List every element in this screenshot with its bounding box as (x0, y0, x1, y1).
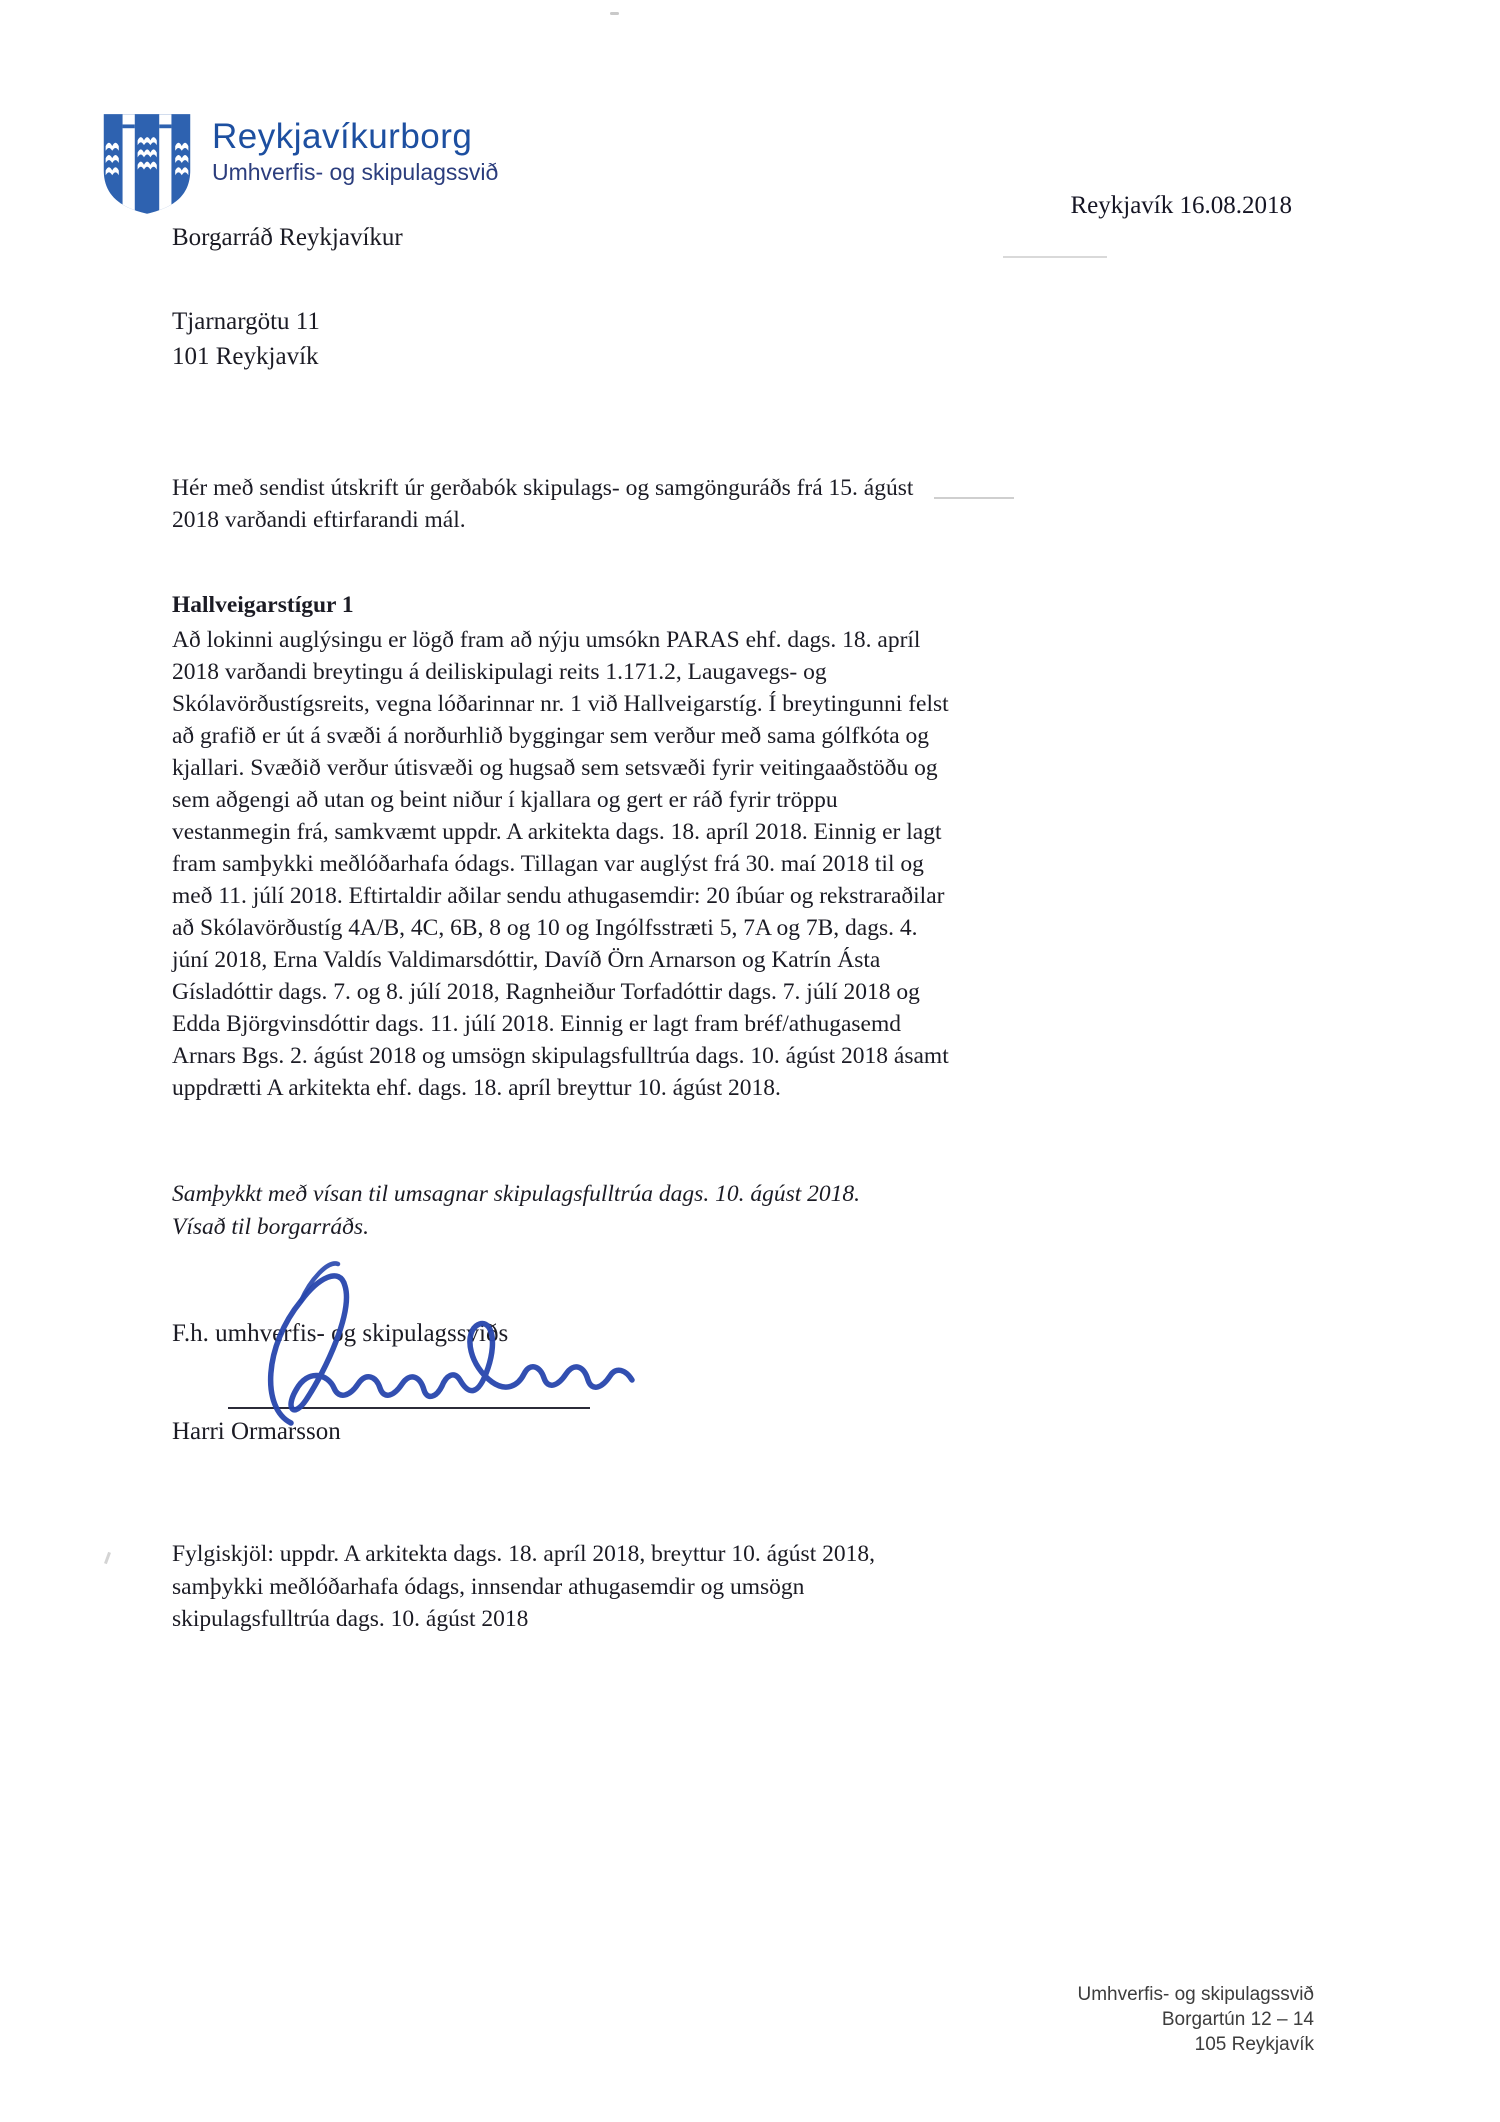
org-department: Umhverfis- og skipulagssvið (212, 159, 499, 185)
resolution-line-2: Vísað til borgarráðs. (172, 1214, 369, 1240)
scan-artifact-speck (610, 12, 619, 15)
on-behalf-line: F.h. umhverfis- og skipulagssviðs (172, 1320, 509, 1347)
scan-artifact-underline (934, 497, 1014, 499)
footer-postal: 105 Reykjavík (1194, 2034, 1314, 2055)
reykjavik-coat-of-arms-icon (100, 110, 194, 216)
footer-department: Umhverfis- og skipulagssvið (1077, 1984, 1314, 2005)
letterhead-text (212, 110, 498, 186)
recipient-city: 101 Reykjavík (172, 343, 319, 370)
resolution-block (172, 1178, 972, 1244)
handwritten-signature-icon (206, 1258, 676, 1434)
dateline: Reykjavík 16.08.2018 (1070, 192, 1292, 219)
scan-artifact-line (1003, 256, 1107, 258)
signer-name: Harri Ormarsson (172, 1418, 341, 1445)
scan-artifact-tick (104, 1552, 111, 1564)
letterhead (100, 110, 498, 216)
resolution-line-1: Samþykkt með vísan til umsagnar skipulagsfulltrúa dags. 10. ágúst 2018. (172, 1181, 861, 1207)
org-name: Reykjavíkurborg (212, 117, 473, 156)
intro-paragraph: Hér með sendist útskrift úr gerðabók skipulags- og samgönguráðs frá 15. ágúst 2018 varðandi eftirfarandi mál. (172, 475, 914, 533)
case-body-paragraph: Að lokinni auglýsingu er lögð fram að nýju umsókn PARAS ehf. dags. 18. apríl 2018 varðandi breytingu á deiliskipulagi reits 1.171.2, Laugavegs- og Skólavörðustígsreits, vegna lóðarinnar nr. 1 við Hallveigarstíg. Í breytingunni felst að grafið er út á svæði á norðurhlið byggingar sem verður með sama gólfkóta og kjallari. Svæðið verður útisvæði og hugsað sem setsvæði fyrir veitingaaðstöðu og sem aðgengi að utan og beint niður í kjallara og gert er ráð fyrir tröppu vestanmegin frá, samkvæmt uppdr. A arkitekta dags. 18. apríl 2018. Einnig er lagt fram samþykki meðlóðarhafa ódags. Tillagan var auglýst frá 30. maí 2018 til og með 11. júlí 2018. Eftirtaldir aðilar sendu athugasemdir: 20 íbúar og rekstraraðilar að Skólavörðustíg 4A/B, 4C, 6B, 8 og 10 og Ingólfsstræti 5, 7A og 7B, dags. 4. júní 2018, Erna Valdís Valdimarsdóttir, Davíð Örn Arnarson og Katrín Ásta Gísladóttir dags. 7. og 8. júlí 2018, Ragnheiður Torfadóttir dags. 7. júlí 2018 og Edda Björgvinsdóttir dags. 11. júlí 2018. Einnig er lagt fram bréf/athugasemd Arnars Bgs. 2. ágúst 2018 og umsögn skipulagsfulltrúa dags. 10. ágúst 2018 ásamt uppdrætti A arkitekta ehf. dags. 18. apríl breyttur 10. ágúst 2018. (172, 627, 949, 1101)
recipient-block (172, 224, 403, 374)
attachments-paragraph: Fylgiskjöl: uppdr. A arkitekta dags. 18. apríl 2018, breyttur 10. ágúst 2018, samþykki meðlóðarhafa ódags, innsendar athugasemdir og umsögn skipulagsfulltrúa dags. 10. ágúst 2018 (172, 1541, 875, 1632)
recipient-street: Tjarnargötu 11 (172, 308, 320, 335)
case-title: Hallveigarstígur 1 (172, 592, 354, 618)
footer-street: Borgartún 12 – 14 (1161, 2009, 1314, 2030)
recipient-name: Borgarráð Reykjavíkur (172, 224, 403, 251)
footer-address-block (1077, 1982, 1314, 2057)
